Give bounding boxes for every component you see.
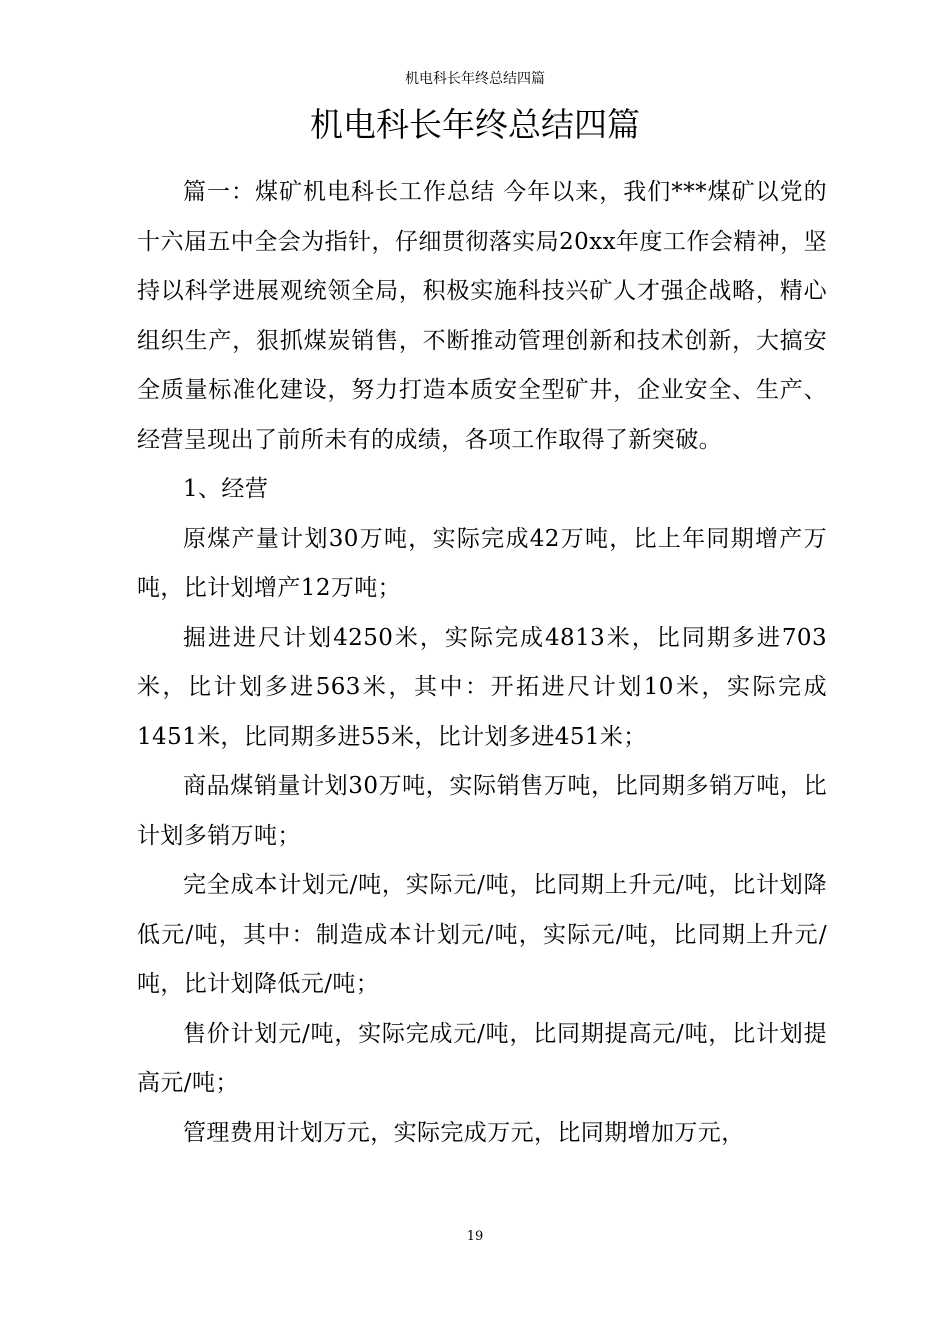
paragraph-sales: 商品煤销量计划30万吨，实际销售万吨，比同期多销万吨，比计划多销万吨； [137,773,827,849]
paragraph-management-fee: 管理费用计划万元，实际完成万元，比同期增加万元， [183,1119,745,1146]
running-header: 机电科长年终总结四篇 [405,71,545,87]
document-body [137,168,827,1158]
paragraph-intro: 篇一：煤矿机电科长工作总结 今年以来，我们***煤矿以党的十六届五中全会为指针，仔细贯彻落实局20xx年度工作会精神，坚持以科学进展观统领全局，积极实施科技兴矿人才强企战略，精心组织生产，狠抓煤炭销售，不断推动管理创新和技术创新，大搞安全质量标准化建设，努力打造本质安全型矿井，企业安全、生产、经营呈现出了前所未有的成绩，各项工作取得了新突破。 [137,179,827,453]
document-title: 机电科长年终总结四篇 [310,105,640,144]
paragraph-cost: 完全成本计划元/吨，实际元/吨，比同期上升元/吨，比计划降低元/吨，其中：制造成本计划元/吨，实际元/吨，比同期上升元/吨，比计划降低元/吨； [137,872,827,997]
paragraph-tunneling: 掘进进尺计划4250米，实际完成4813米，比同期多进703米，比计划多进563米，其中：开拓进尺计划10米，实际完成1451米，比同期多进55米，比计划多进451米； [137,624,827,750]
paragraph-price: 售价计划元/吨，实际完成元/吨，比同期提高元/吨，比计划提高元/吨； [137,1020,827,1096]
page-number: 19 [466,1229,484,1244]
section-heading-operations: 1、经营 [183,476,269,502]
paragraph-coal-output: 原煤产量计划30万吨，实际完成42万吨，比上年同期增产万吨，比计划增产12万吨； [137,525,827,601]
